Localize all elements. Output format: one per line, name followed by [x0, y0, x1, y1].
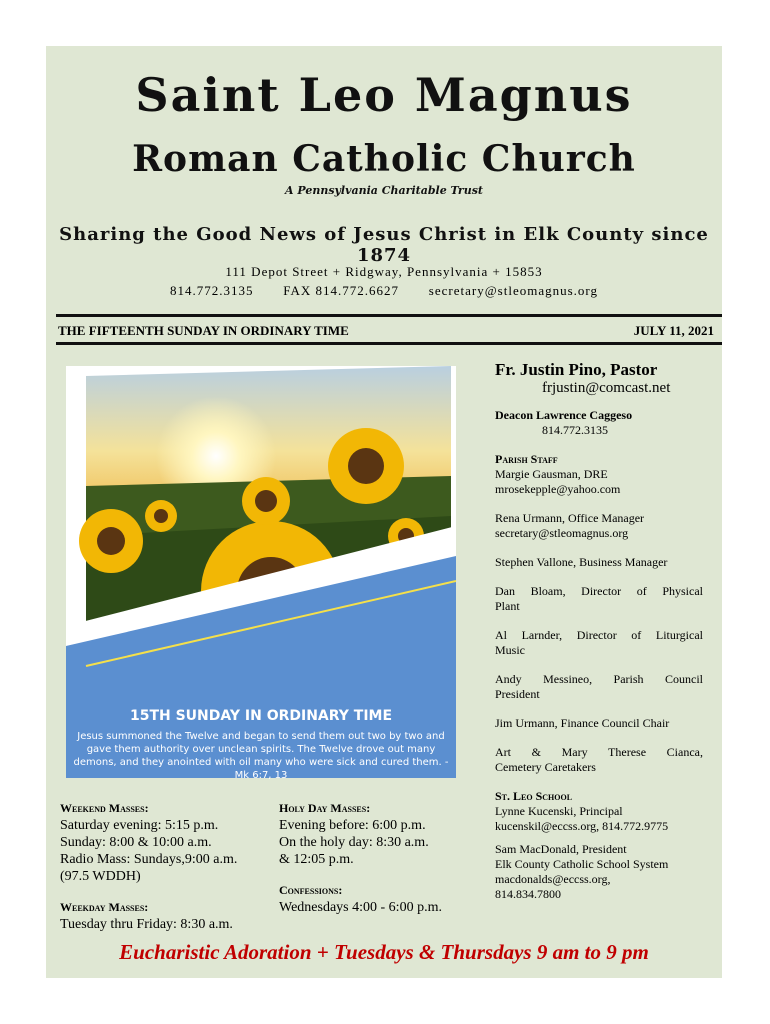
deacon-phone: 814.772.3135: [542, 423, 608, 437]
bulletin-date: JULY 11, 2021: [633, 323, 714, 338]
council-president: Andy Messineo, Parish Council: [495, 672, 703, 686]
pastor-name: Fr. Justin Pino, Pastor: [495, 360, 658, 379]
weekday-heading: Weekday Masses:: [60, 900, 149, 914]
plant-director: Dan Bloam, Director of Physical: [495, 584, 703, 598]
weekend-heading: Weekend Masses:: [60, 801, 149, 815]
holy-heading: Holy Day Masses:: [279, 801, 371, 815]
street-address: 111 Depot Street + Ridgway, Pennsylvania + 15853: [225, 264, 543, 279]
weekend-sunday: Sunday: 8:00 & 10:00 a.m.: [60, 835, 212, 850]
church-name: Saint Leo Magnus: [135, 68, 633, 122]
office-email[interactable]: secretary@stleomagnus.org: [495, 526, 629, 540]
music-director-cont: Music: [495, 643, 525, 657]
music-director: Al Larnder, Director of Liturgical: [495, 628, 703, 642]
school-heading: St. Leo School: [495, 789, 573, 803]
dre-email[interactable]: mrosekepple@yahoo.com: [495, 482, 621, 496]
contact-line: [46, 283, 722, 299]
fax: FAX 814.772.6627: [283, 283, 400, 298]
weekend-masses: [60, 800, 270, 933]
holy-day: On the holy day: 8:30 a.m.: [279, 835, 429, 850]
holy-day-masses: [279, 800, 479, 916]
image-caption-title: 15TH SUNDAY IN ORDINARY TIME: [129, 708, 393, 724]
school-system: Elk County Catholic School System: [495, 857, 669, 871]
bulletin-page: [46, 46, 722, 978]
radio-station: (97.5 WDDH): [60, 869, 141, 884]
image-caption-body: Jesus summoned the Twelve and began to send them out two by two and gave them authority over unclean spirits. The Twelve drove out many demons, and they anointed with oil many who were sick and cured them. - Mk 6:7, 13: [73, 731, 449, 781]
finance-chair: Jim Urmann, Finance Council Chair: [495, 716, 670, 730]
school-principal: Lynne Kucenski, Principal: [495, 804, 623, 818]
business-manager: Stephen Vallone, Business Manager: [495, 555, 668, 569]
divider-top: [56, 314, 722, 317]
staff-directory: [495, 362, 703, 902]
email-link[interactable]: secretary@stleomagnus.org: [428, 283, 598, 298]
council-president-cont: President: [495, 687, 540, 701]
president-phone: 814.834.7800: [495, 887, 561, 901]
weekend-saturday: Saturday evening: 5:15 p.m.: [60, 818, 219, 833]
adoration-banner: Eucharistic Adoration + Tuesdays & Thursdays 9 am to 9 pm: [119, 940, 649, 964]
tagline: Sharing the Good News of Jesus Christ in Elk County since 1874: [59, 224, 709, 266]
confessions-heading: Confessions:: [279, 883, 343, 897]
holy-evening: Evening before: 6:00 p.m.: [279, 818, 426, 833]
plant-director-cont: Plant: [495, 599, 520, 613]
principal-contact[interactable]: kucenskil@eccss.org, 814.772.9775: [495, 819, 669, 833]
divider-bottom: [56, 342, 722, 345]
radio-mass: Radio Mass: Sundays,9:00 a.m.: [60, 852, 238, 867]
deacon-name: Deacon Lawrence Caggeso: [495, 408, 633, 422]
liturgical-day: THE FIFTEENTH SUNDAY IN ORDINARY TIME: [58, 323, 349, 338]
weekday-times: Tuesday thru Friday: 8:30 a.m.: [60, 917, 233, 932]
church-subtitle: Roman Catholic Church: [132, 138, 636, 180]
pastor-email[interactable]: frjustin@comcast.net: [542, 380, 671, 396]
confessions-times: Wednesdays 4:00 - 6:00 p.m.: [279, 900, 442, 915]
charitable-trust: A Pennsylvania Charitable Trust: [285, 184, 483, 197]
dre-name: Margie Gausman, DRE: [495, 467, 608, 481]
phone: 814.772.3135: [169, 283, 254, 298]
holy-noon: & 12:05 p.m.: [279, 852, 354, 867]
office-manager: Rena Urmann, Office Manager: [495, 511, 645, 525]
school-president: Sam MacDonald, President: [495, 842, 627, 856]
parish-staff-heading: Parish Staff: [495, 452, 558, 466]
president-email[interactable]: macdonalds@eccss.org,: [495, 872, 611, 886]
cemetery-caretakers-cont: Cemetery Caretakers: [495, 760, 596, 774]
cemetery-caretakers: Art & Mary Therese Cianca,: [495, 745, 703, 759]
